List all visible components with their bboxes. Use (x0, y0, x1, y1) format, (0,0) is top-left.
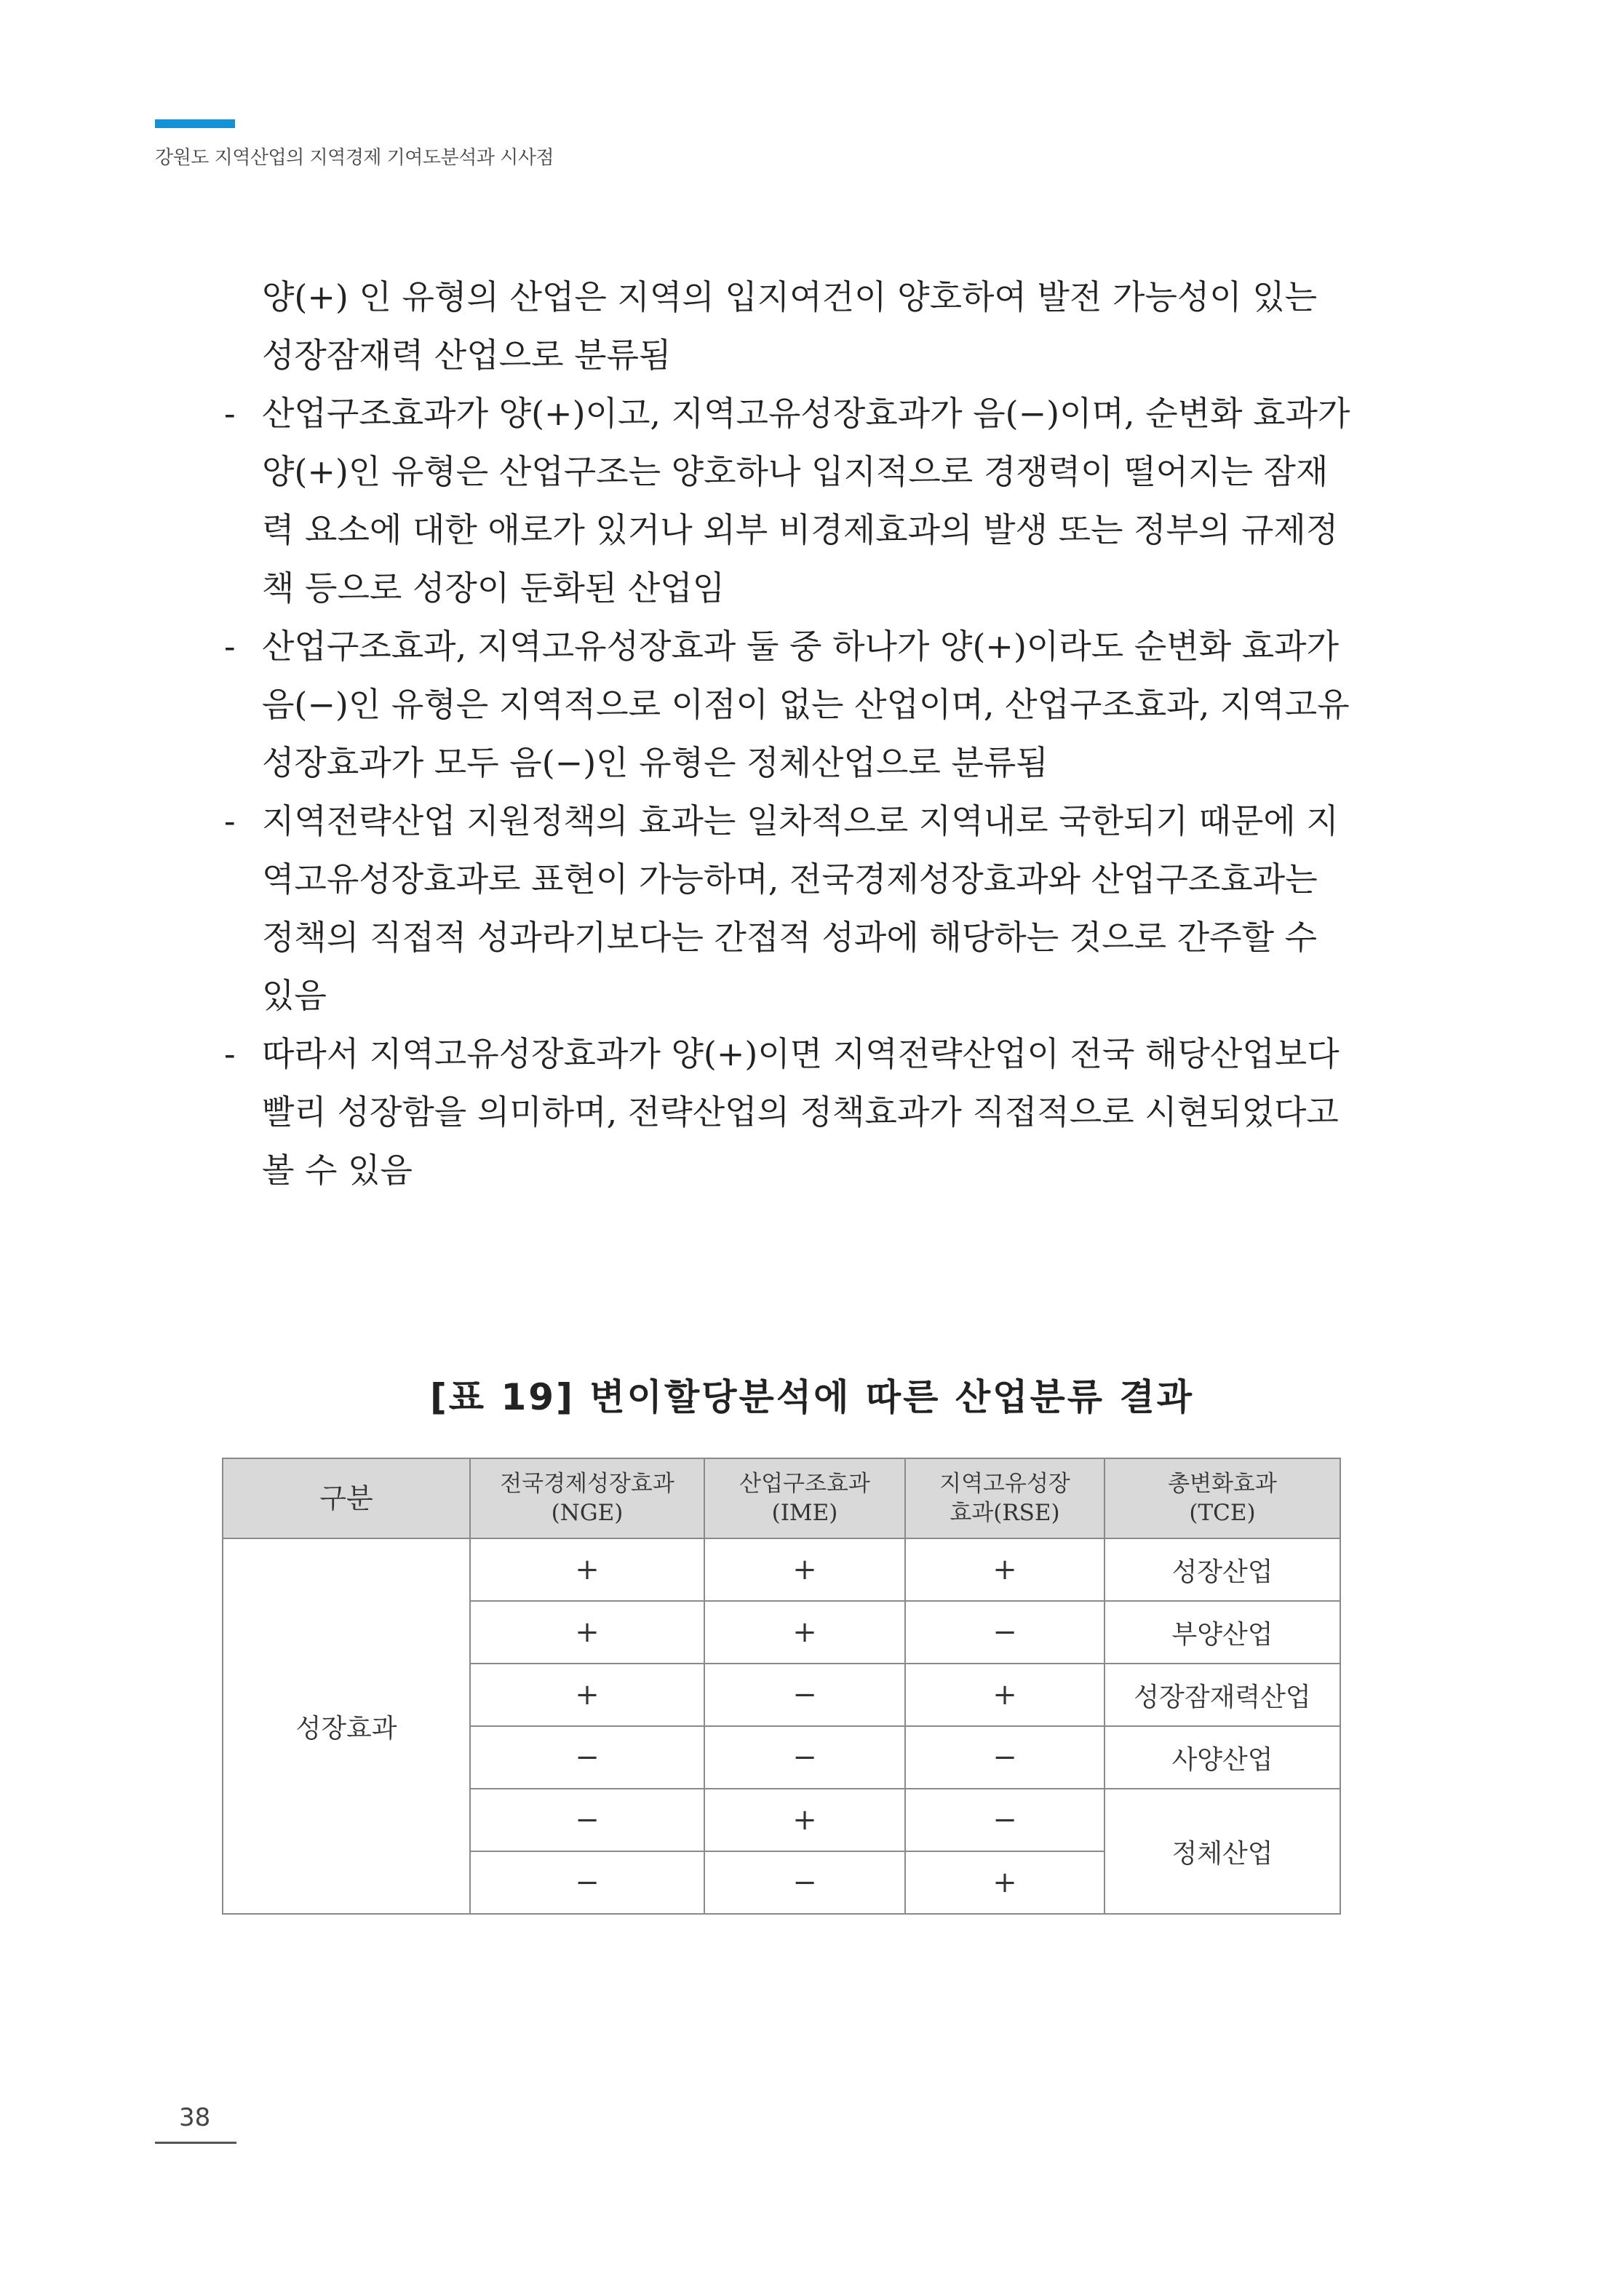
paragraph-text: 산업구조효과가 양(+)이고, 지역고유성장효과가 음(−)이며, 순변화 효과가 양(+)인 유형은 산업구조는 양호하나 입지적으로 경쟁력이 떨어지는 잠재력 요소에 대한 애로가 있거나 외부 비경제효과의 발생 또는 정부의 규제정책 등으로 성장이 둔화된 산업임 (262, 394, 1350, 608)
footer-rule (155, 2142, 236, 2144)
nge-cell: + (470, 1664, 704, 1726)
header-nge: 전국경제성장효과 (NGE) (470, 1458, 704, 1538)
rse-cell: + (905, 1851, 1104, 1914)
nge-cell: + (470, 1538, 704, 1601)
ime-cell: − (704, 1726, 905, 1789)
header-rse: 지역고유성장 효과(RSE) (905, 1458, 1104, 1538)
nge-cell: + (470, 1601, 704, 1664)
tce-cell: 성장산업 (1104, 1538, 1340, 1601)
header-category: 구분 (223, 1458, 470, 1538)
ime-cell: − (704, 1851, 905, 1914)
bullet-dash: - (224, 1034, 236, 1073)
page-number: 38 (179, 2103, 211, 2132)
rse-cell: − (905, 1726, 1104, 1789)
header-tce: 총변화효과 (TCE) (1104, 1458, 1340, 1538)
tce-cell: 정체산업 (1104, 1789, 1340, 1914)
rse-cell: + (905, 1538, 1104, 1601)
body-text (224, 268, 1353, 1199)
bullet-dash: - (224, 801, 236, 841)
tce-cell: 성장잠재력산업 (1104, 1664, 1340, 1726)
bullet-dash: - (224, 627, 236, 666)
nge-cell: − (470, 1726, 704, 1789)
header-accent-bar (155, 119, 235, 128)
ime-cell: + (704, 1538, 905, 1601)
classification-table (222, 1458, 1341, 1915)
paragraph-text: 따라서 지역고유성장효과가 양(+)이면 지역전략산업이 전국 해당산업보다 빨리 성장함을 의미하며, 전략산업의 정책효과가 직접적으로 시현되었다고 볼 수 있음 (262, 1034, 1340, 1190)
paragraph-text: 양(+) 인 유형의 산업은 지역의 입지여건이 양호하여 발전 가능성이 있는 성장잠재력 산업으로 분류됨 (262, 277, 1318, 375)
rse-cell: + (905, 1664, 1104, 1726)
rse-cell: − (905, 1789, 1104, 1851)
tce-cell: 사양산업 (1104, 1726, 1340, 1789)
rse-cell: − (905, 1601, 1104, 1664)
paragraph-text: 산업구조효과, 지역고유성장효과 둘 중 하나가 양(+)이라도 순변화 효과가 음(−)인 유형은 지역적으로 이점이 없는 산업이며, 산업구조효과, 지역고유성장효과가 모두 음(−)인 유형은 정체산업으로 분류됨 (262, 627, 1350, 782)
ime-cell: − (704, 1664, 905, 1726)
table-row (223, 1538, 1340, 1601)
paragraph-text: 지역전략산업 지원정책의 효과는 일차적으로 지역내로 국한되기 때문에 지역고유성장효과로 표현이 가능하며, 전국경제성장효과와 산업구조효과는 정책의 직접적 성과라기보다는 간접적 성과에 해당하는 것으로 간주할 수 있음 (262, 801, 1339, 1015)
bullet-dash: - (224, 394, 236, 433)
bullet-paragraph (224, 792, 1353, 1025)
ime-cell: + (704, 1789, 905, 1851)
nge-cell: − (470, 1789, 704, 1851)
running-header: 강원도 지역산업의 지역경제 기여도분석과 시사점 (155, 147, 554, 169)
paragraph (262, 268, 1353, 384)
tce-cell: 부양산업 (1104, 1601, 1340, 1664)
nge-cell: − (470, 1851, 704, 1914)
bullet-paragraph (224, 617, 1353, 792)
group-label-cell: 성장효과 (223, 1538, 470, 1914)
header-ime: 산업구조효과 (IME) (704, 1458, 905, 1538)
bullet-paragraph (224, 384, 1353, 617)
table-title: [표 19] 변이할당분석에 따른 산업분류 결과 (429, 1376, 1195, 1418)
bullet-paragraph (224, 1025, 1353, 1199)
table-header-row (223, 1458, 1340, 1538)
ime-cell: + (704, 1601, 905, 1664)
